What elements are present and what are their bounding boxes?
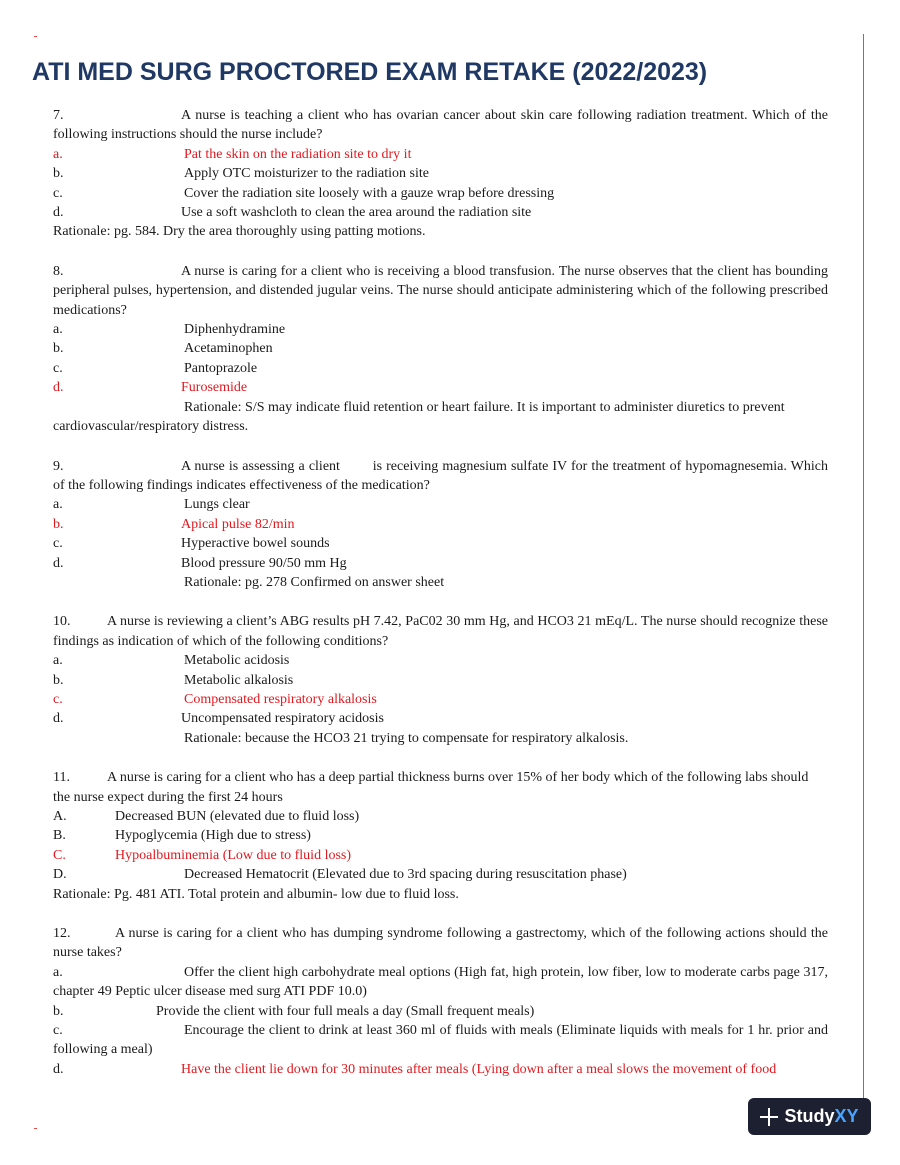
question-stem (53, 262, 828, 320)
option-text: Hypoglycemia (High due to stress) (115, 828, 311, 844)
option-text: Hypoalbuminemia (Low due to fluid loss) (115, 847, 352, 863)
option-text: Metabolic alkalosis (184, 672, 294, 688)
option-b (53, 671, 828, 690)
option-label: c. (53, 691, 63, 707)
question-number: 11. (53, 770, 70, 786)
question-number: 10. (53, 614, 71, 630)
option-label: d. (53, 380, 64, 396)
option-c (53, 846, 828, 865)
option-text: Offer the client high carbohydrate meal options (High fat, high protein, low fiber, low to moderate carbs page 317, chapter 49 Peptic ulcer disease med surg ATI PDF 10.0) (53, 964, 828, 1000)
option-label: a. (53, 146, 63, 162)
option-text: Acetaminophen (184, 341, 273, 357)
option-a (53, 651, 828, 670)
corner-mark (34, 36, 37, 37)
option-text: Use a soft washcloth to clean the area around the radiation site (181, 205, 532, 221)
question-text: A nurse is reviewing a client’s ABG results pH 7.42, PaC02 30 mm Hg, and HCO3 21 mEq/L. The nurse should recognize these findings as indication of which of the following conditions? (53, 614, 828, 649)
question-stem (53, 768, 828, 807)
rationale: Rationale: S/S may indicate fluid retention or heart failure. It is important to administer diuretics to prevent cardiovascular/respiratory distress. (53, 399, 785, 435)
question-number: 7. (53, 108, 64, 123)
option-text: Have the client lie down for 30 minutes after meals (Lying down after a meal slows the movement of food (181, 1061, 777, 1077)
option-label: D. (53, 867, 67, 883)
option-label: A. (53, 809, 67, 824)
question-text: A nurse is caring for a client who has a deep partial thickness burns over 15% of her body which of the following labs should the nurse expect during the first 24 hours (53, 770, 809, 805)
option-label: c. (53, 536, 63, 552)
question-text: A nurse is caring for a client who has dumping syndrome following a gastrectomy, which of the following actions should the nurse takes? (53, 926, 828, 961)
option-c (53, 534, 828, 553)
option-text: Metabolic acidosis (184, 653, 290, 669)
option-label: c. (53, 1023, 63, 1039)
brand-name (784, 1106, 858, 1127)
option-c (53, 1021, 828, 1060)
option-a (53, 963, 828, 1002)
question-9 (53, 457, 832, 593)
page-title: ATI MED SURG PROCTORED EXAM RETAKE (2022/2023) (32, 58, 708, 86)
option-text: Compensated respiratory alkalosis (184, 691, 377, 707)
question-list (53, 106, 832, 1099)
option-b (53, 164, 828, 183)
question-stem (53, 924, 828, 963)
option-text: Pantoprazole (184, 360, 258, 376)
option-c (53, 184, 828, 203)
option-text: Hyperactive bowel sounds (181, 536, 330, 552)
option-c (53, 359, 828, 378)
question-text: A nurse is caring for a client who is receiving a blood transfusion. The nurse observes that the client has bounding peripheral pulses, hypertension, and distended jugular veins. The nurse should anticipate administering which of the following prescribed medications? (53, 263, 828, 318)
question-10 (53, 612, 828, 748)
plus-icon (760, 1108, 778, 1126)
option-label: B. (53, 828, 66, 844)
option-d (53, 554, 828, 573)
option-label: b. (53, 1003, 64, 1019)
rationale: Rationale: because the HCO3 21 trying to compensate for respiratory alkalosis. (184, 730, 629, 746)
option-label: d. (53, 205, 64, 221)
option-text: Encourage the client to drink at least 360 ml of fluids with meals (Eliminate liquids with meals for 1 hr. prior and following a meal) (53, 1023, 828, 1058)
corner-mark (34, 1128, 37, 1129)
option-text: Furosemide (181, 380, 248, 396)
rationale: Rationale: pg. 584. Dry the area thoroughly using patting motions. (53, 224, 426, 240)
question-stem (53, 457, 832, 496)
option-d (53, 865, 828, 884)
option-text: Decreased Hematocrit (Elevated due to 3rd spacing during resuscitation phase) (184, 867, 627, 883)
option-a (53, 807, 828, 826)
option-a (53, 495, 828, 514)
question-number: 9. (53, 458, 64, 474)
brand-main: Study (784, 1106, 835, 1126)
option-b (53, 826, 828, 845)
question-7 (53, 106, 828, 242)
option-text: Uncompensated respiratory acidosis (181, 711, 384, 727)
question-11 (53, 768, 828, 904)
question-text: A nurse is teaching a client who has ovarian cancer about skin care following radiation treatment. Which of the following instructions should the nurse include? (53, 108, 828, 143)
option-b (53, 339, 828, 358)
option-text: Lungs clear (184, 497, 250, 513)
option-text: Decreased BUN (elevated due to fluid loss) (115, 809, 360, 824)
option-text: Cover the radiation site loosely with a gauze wrap before dressing (184, 185, 555, 201)
question-number: 8. (53, 263, 64, 279)
option-label: C. (53, 847, 66, 863)
question-number: 12. (53, 926, 71, 942)
option-label: d. (53, 1061, 64, 1077)
option-label: a. (53, 964, 63, 980)
option-b (53, 515, 828, 534)
option-label: b. (53, 516, 64, 532)
option-label: a. (53, 497, 63, 513)
option-text: Blood pressure 90/50 mm Hg (181, 555, 347, 571)
option-label: a. (53, 653, 63, 669)
option-d (53, 709, 828, 728)
option-label: c. (53, 360, 63, 376)
option-d (53, 1060, 828, 1079)
question-12 (53, 924, 828, 1079)
option-b (53, 1002, 828, 1021)
studyxy-badge[interactable] (748, 1098, 871, 1135)
option-text: Apical pulse 82/min (181, 516, 295, 532)
option-label: d. (53, 555, 64, 571)
option-text: Apply OTC moisturizer to the radiation site (184, 166, 429, 182)
option-text: Diphenhydramine (184, 322, 286, 338)
option-label: c. (53, 185, 63, 201)
option-c (53, 690, 828, 709)
option-d (53, 203, 828, 222)
option-d (53, 378, 828, 397)
option-a (53, 320, 828, 339)
option-label: b. (53, 166, 64, 182)
option-label: b. (53, 672, 64, 688)
question-8 (53, 262, 828, 437)
question-stem (53, 106, 828, 145)
question-text: A nurse is assessing a client is receiving magnesium sulfate IV for the treatment of hypomagnesemia. Which of the following findings indicates effectiveness of the medication? (53, 458, 832, 493)
option-label: a. (53, 322, 63, 338)
brand-accent: XY (834, 1106, 859, 1126)
option-text: Provide the client with four full meals a day (Small frequent meals) (156, 1003, 535, 1019)
option-a (53, 145, 828, 164)
option-text: Pat the skin on the radiation site to dry it (184, 146, 412, 162)
rationale: Rationale: pg. 278 Confirmed on answer sheet (184, 574, 445, 590)
option-label: d. (53, 711, 64, 727)
option-label: b. (53, 341, 64, 357)
page-edge-line (863, 34, 864, 1124)
question-stem (53, 612, 828, 651)
rationale: Rationale: Pg. 481 ATI. Total protein and albumin- low due to fluid loss. (53, 886, 459, 902)
